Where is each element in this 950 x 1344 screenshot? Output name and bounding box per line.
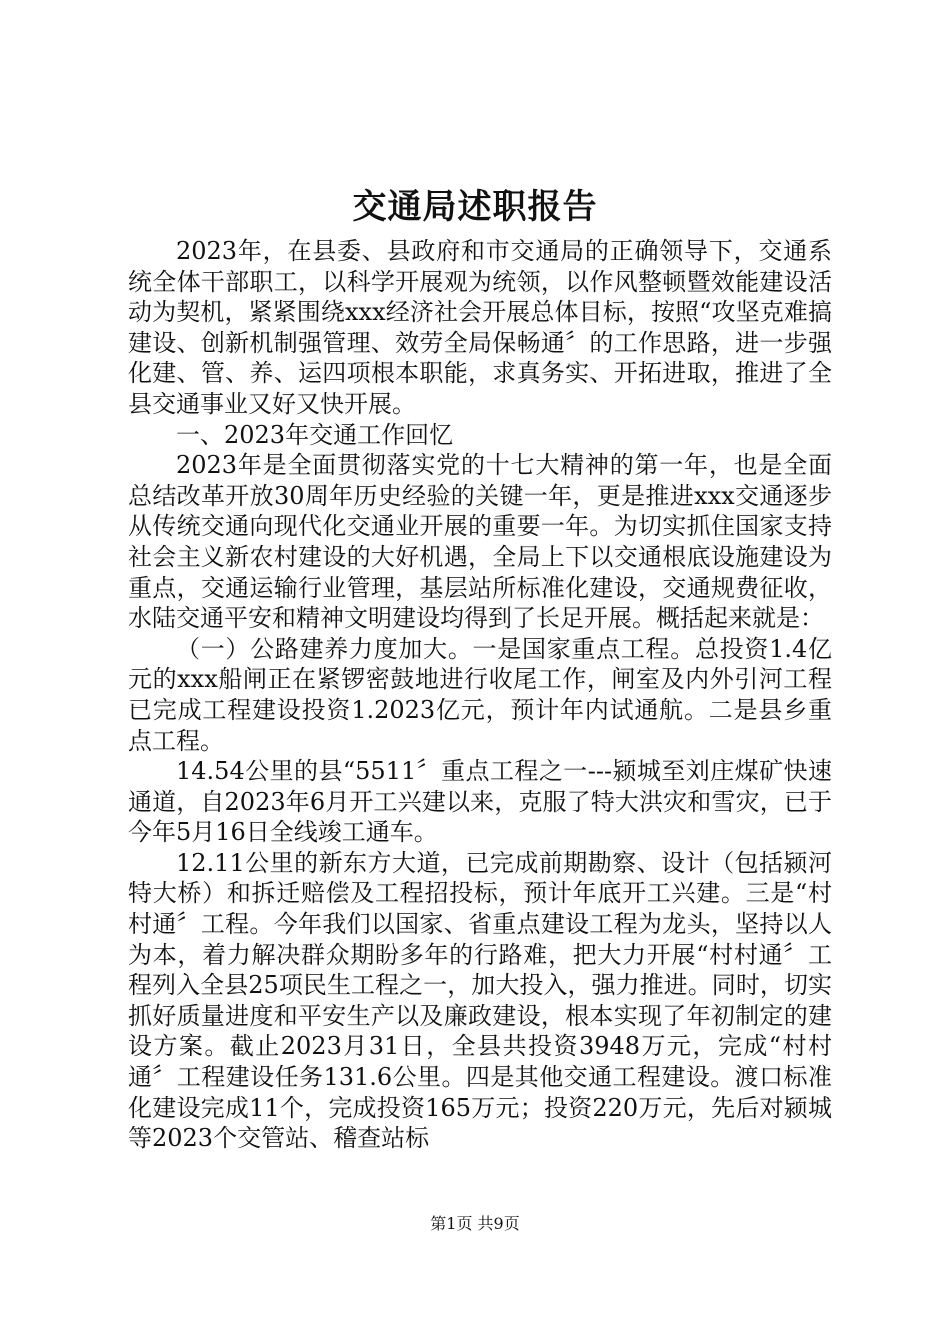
document-title: 交通局述职报告 xyxy=(352,187,598,227)
paragraph-highway: （一）公路建养力度加大。一是国家重点工程。总投资1.4亿元的xxx船闸正在紧锣密鼓地进行收尾工作，闸室及内外引河工程已完成工程建设投资1.2023亿元，预计年内试通航。二是县乡重点工程。 xyxy=(128,634,832,755)
paragraph-expressway: 14.54公里的县“5511〞重点工程之一---颍城至刘庄煤矿快速通道，自2023年6月开工兴建以来，克服了特大洪灾和雪灾，已于今年5月16日全线竣工通车。 xyxy=(128,757,832,847)
page-number-footer: 第1页 共9页 xyxy=(430,1214,520,1233)
paragraph-avenue: 12.11公里的新东方大道，已完成前期勘察、设计（包括颍河特大桥）和拆迁赔偿及工程招投标，预计年底开工兴建。三是“村村通〞工程。今年我们以国家、省重点建设工程为龙头，坚持以人为本，着力解决群众期盼多年的行路难，把大力开展“村村通〞工程列入全县25项民生工程之一，加大投入，强力推进。同时，切实抓好质量进度和平安生产以及廉政建设，根本实现了年初制定的建设方案。截止2023月31日，全县共投资3948万元，完成“村村通〞工程建设任务131.6公里。四是其他交通工程建设。渡口标准化建设完成11个，完成投资165万元；投资220万元，先后对颍城等2023个交管站、稽查站标 xyxy=(128,848,832,1153)
document-body xyxy=(128,236,832,1154)
paragraph-intro: 2023年，在县委、县政府和市交通局的正确领导下，交通系统全体干部职工，以科学开展观为统领，以作风整顿暨效能建设活动为契机，紧紧围绕xxx经济社会开展总体目标，按照“攻坚克难搞建设、创新机制强管理、效劳全局保畅通〞的工作思路，进一步强化建、管、养、运四项根本职能，求真务实、开拓进取，推进了全县交通事业又好又快开展。 xyxy=(128,237,832,418)
section-heading: 一、2023年交通工作回忆 xyxy=(176,420,454,449)
paragraph-review: 2023年是全面贯彻落实党的十七大精神的第一年，也是全面总结改革开放30周年历史经验的关键一年，更是推进xxx交通逐步从传统交通向现代化交通业开展的重要一年。为切实抓住国家支持社会主义新农村建设的大好机遇，全局上下以交通根底设施建设为重点，交通运输行业管理，基层站所标准化建设，交通规费征收，水陆交通平安和精神文明建设均得到了长足开展。概括起来就是： xyxy=(128,451,832,633)
